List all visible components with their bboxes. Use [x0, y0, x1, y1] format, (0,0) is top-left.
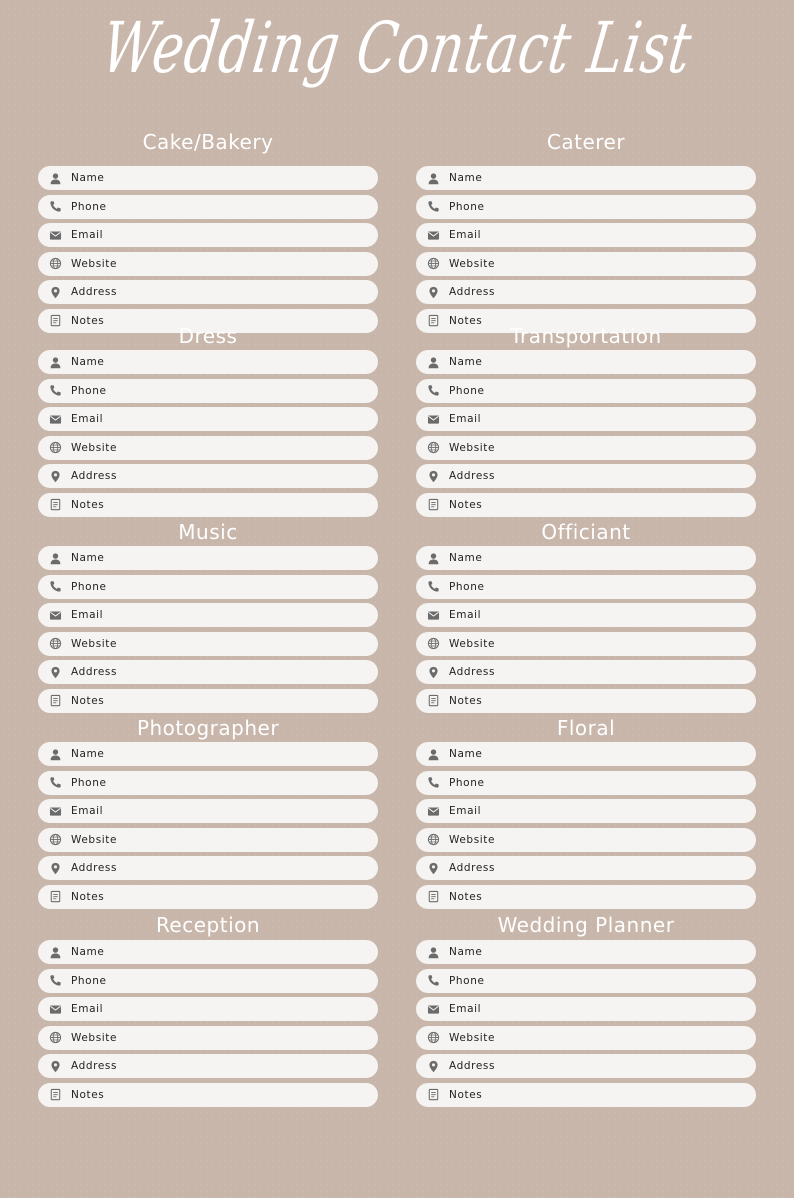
email-field[interactable] — [416, 223, 756, 247]
section-title: Reception — [155, 913, 261, 937]
contact-grid — [38, 126, 756, 1118]
field-label: Name — [449, 172, 483, 184]
name-field[interactable] — [38, 166, 378, 190]
notes-field[interactable] — [416, 493, 756, 517]
name-field[interactable] — [416, 546, 756, 570]
envelope-icon — [427, 805, 440, 818]
field-label: Phone — [449, 974, 485, 987]
person-icon — [427, 356, 440, 369]
person-icon — [49, 748, 62, 761]
phone-field[interactable] — [416, 575, 756, 599]
field-label: Name — [71, 946, 105, 958]
contact-section — [416, 126, 756, 327]
address-field[interactable] — [416, 280, 756, 304]
field-label: Name — [71, 172, 105, 184]
contact-section — [38, 322, 378, 518]
field-label: Address — [449, 286, 496, 299]
globe-icon — [427, 637, 440, 650]
field-label: Phone — [71, 974, 107, 987]
envelope-icon — [49, 413, 62, 426]
email-field[interactable] — [38, 799, 378, 823]
field-label: Notes — [71, 314, 105, 327]
notepad-icon — [427, 498, 440, 511]
person-icon — [427, 748, 440, 761]
website-field[interactable] — [416, 252, 756, 276]
person-icon — [427, 552, 440, 565]
envelope-icon — [427, 1003, 440, 1016]
globe-icon — [427, 833, 440, 846]
field-label: Address — [71, 862, 118, 875]
address-field[interactable] — [416, 1054, 756, 1078]
name-field[interactable] — [38, 546, 378, 570]
phone-icon — [427, 580, 440, 593]
field-label: Website — [449, 833, 496, 846]
globe-icon — [427, 441, 440, 454]
location-pin-icon — [427, 286, 440, 299]
section-title: Officiant — [541, 520, 631, 544]
field-label: Notes — [71, 694, 105, 707]
email-field[interactable] — [38, 603, 378, 627]
address-field[interactable] — [38, 464, 378, 488]
field-label: Address — [449, 666, 496, 679]
notepad-icon — [49, 498, 62, 511]
notes-field[interactable] — [416, 1083, 756, 1107]
contact-section — [416, 518, 756, 714]
field-label: Email — [71, 413, 104, 426]
envelope-icon — [49, 1003, 62, 1016]
notes-field[interactable] — [416, 689, 756, 713]
section-title: Floral — [556, 716, 616, 740]
email-field[interactable] — [38, 223, 378, 247]
envelope-icon — [49, 805, 62, 818]
field-label: Notes — [71, 890, 105, 903]
notes-field[interactable] — [38, 493, 378, 517]
section-title: Dress — [178, 324, 238, 348]
globe-icon — [49, 833, 62, 846]
field-label: Notes — [449, 314, 483, 327]
section-title: Wedding Planner — [497, 913, 675, 937]
address-field[interactable] — [38, 1054, 378, 1078]
contact-section — [416, 910, 756, 1118]
phone-field[interactable] — [416, 969, 756, 993]
email-field[interactable] — [38, 997, 378, 1021]
envelope-icon — [427, 413, 440, 426]
notes-field[interactable] — [38, 689, 378, 713]
contact-section — [416, 714, 756, 910]
phone-icon — [427, 776, 440, 789]
field-label: Phone — [449, 580, 485, 593]
website-field[interactable] — [38, 252, 378, 276]
section-title: Caterer — [546, 130, 626, 154]
field-label: Email — [449, 229, 482, 242]
website-field[interactable] — [38, 632, 378, 656]
notepad-icon — [49, 694, 62, 707]
field-label: Name — [71, 356, 105, 368]
email-field[interactable] — [416, 799, 756, 823]
phone-icon — [49, 580, 62, 593]
phone-field[interactable] — [38, 771, 378, 795]
location-pin-icon — [49, 666, 62, 679]
location-pin-icon — [427, 470, 440, 483]
field-label: Address — [449, 470, 496, 483]
section-title: Cake/Bakery — [142, 130, 274, 154]
website-field[interactable] — [416, 436, 756, 460]
phone-icon — [427, 974, 440, 987]
location-pin-icon — [49, 1060, 62, 1073]
person-icon — [49, 552, 62, 565]
field-label: Notes — [449, 694, 483, 707]
location-pin-icon — [427, 862, 440, 875]
section-title: Transportation — [510, 324, 662, 348]
field-label: Website — [449, 1031, 496, 1044]
phone-field[interactable] — [416, 379, 756, 403]
field-label: Website — [71, 833, 118, 846]
field-label: Email — [449, 1003, 482, 1016]
envelope-icon — [427, 229, 440, 242]
phone-field[interactable] — [416, 771, 756, 795]
contact-section — [38, 714, 378, 910]
field-label: Website — [71, 257, 118, 270]
email-field[interactable] — [416, 407, 756, 431]
field-label: Phone — [71, 384, 107, 397]
field-label: Name — [449, 552, 483, 564]
notepad-icon — [49, 1088, 62, 1101]
notepad-icon — [427, 1088, 440, 1101]
phone-field[interactable] — [38, 575, 378, 599]
website-field[interactable] — [416, 632, 756, 656]
phone-field[interactable] — [38, 379, 378, 403]
field-label: Phone — [449, 776, 485, 789]
envelope-icon — [49, 609, 62, 622]
globe-icon — [427, 1031, 440, 1044]
field-label: Phone — [449, 384, 485, 397]
website-field[interactable] — [416, 1026, 756, 1050]
phone-icon — [49, 974, 62, 987]
field-label: Email — [449, 609, 482, 622]
envelope-icon — [427, 609, 440, 622]
name-field[interactable] — [38, 940, 378, 964]
field-label: Notes — [449, 890, 483, 903]
contact-section — [38, 518, 378, 714]
address-field[interactable] — [416, 660, 756, 684]
name-field[interactable] — [416, 166, 756, 190]
address-field[interactable] — [38, 856, 378, 880]
notes-field[interactable] — [38, 1083, 378, 1107]
phone-field[interactable] — [416, 195, 756, 219]
field-label: Phone — [71, 200, 107, 213]
globe-icon — [49, 441, 62, 454]
website-field[interactable] — [38, 436, 378, 460]
field-label: Website — [449, 257, 496, 270]
contact-section — [38, 910, 378, 1118]
phone-field[interactable] — [38, 969, 378, 993]
field-label: Name — [449, 946, 483, 958]
address-field[interactable] — [416, 856, 756, 880]
notepad-icon — [49, 890, 62, 903]
name-field[interactable] — [38, 742, 378, 766]
person-icon — [49, 356, 62, 369]
field-label: Phone — [449, 200, 485, 213]
phone-icon — [49, 200, 62, 213]
person-icon — [49, 172, 62, 185]
website-field[interactable] — [38, 1026, 378, 1050]
website-field[interactable] — [416, 828, 756, 852]
phone-icon — [427, 200, 440, 213]
notes-field[interactable] — [38, 885, 378, 909]
field-label: Email — [71, 229, 104, 242]
name-field[interactable] — [416, 742, 756, 766]
field-label: Phone — [71, 776, 107, 789]
field-label: Email — [71, 609, 104, 622]
field-label: Website — [449, 441, 496, 454]
field-label: Notes — [449, 498, 483, 511]
field-label: Address — [71, 666, 118, 679]
address-field[interactable] — [38, 280, 378, 304]
field-label: Address — [71, 1060, 118, 1073]
field-label: Email — [71, 805, 104, 818]
email-field[interactable] — [416, 603, 756, 627]
field-label: Address — [71, 286, 118, 299]
field-label: Name — [449, 748, 483, 760]
person-icon — [427, 172, 440, 185]
section-title: Photographer — [136, 716, 280, 740]
field-label: Name — [71, 552, 105, 564]
contact-section — [38, 126, 378, 327]
person-icon — [427, 946, 440, 959]
person-icon — [49, 946, 62, 959]
website-field[interactable] — [38, 828, 378, 852]
field-label: Website — [71, 1031, 118, 1044]
field-label: Email — [449, 413, 482, 426]
field-label: Notes — [71, 1088, 105, 1101]
name-field[interactable] — [38, 350, 378, 374]
field-label: Name — [71, 748, 105, 760]
location-pin-icon — [49, 286, 62, 299]
address-field[interactable] — [416, 464, 756, 488]
envelope-icon — [49, 229, 62, 242]
globe-icon — [49, 1031, 62, 1044]
name-field[interactable] — [416, 350, 756, 374]
field-label: Address — [449, 862, 496, 875]
page-title: Wedding Contact List — [97, 8, 697, 90]
field-label: Notes — [449, 1088, 483, 1101]
notepad-icon — [427, 694, 440, 707]
field-label: Notes — [71, 498, 105, 511]
notepad-icon — [427, 890, 440, 903]
field-label: Name — [449, 356, 483, 368]
email-field[interactable] — [38, 407, 378, 431]
phone-icon — [49, 384, 62, 397]
location-pin-icon — [427, 1060, 440, 1073]
field-label: Address — [71, 470, 118, 483]
field-label: Email — [449, 805, 482, 818]
phone-icon — [427, 384, 440, 397]
globe-icon — [427, 257, 440, 270]
globe-icon — [49, 637, 62, 650]
field-label: Email — [71, 1003, 104, 1016]
field-label: Address — [449, 1060, 496, 1073]
phone-field[interactable] — [38, 195, 378, 219]
location-pin-icon — [427, 666, 440, 679]
field-label: Website — [71, 441, 118, 454]
phone-icon — [49, 776, 62, 789]
email-field[interactable] — [416, 997, 756, 1021]
section-title: Music — [178, 520, 238, 544]
contact-section — [416, 322, 756, 518]
field-label: Phone — [71, 580, 107, 593]
location-pin-icon — [49, 470, 62, 483]
location-pin-icon — [49, 862, 62, 875]
name-field[interactable] — [416, 940, 756, 964]
field-label: Website — [449, 637, 496, 650]
address-field[interactable] — [38, 660, 378, 684]
globe-icon — [49, 257, 62, 270]
field-label: Website — [71, 637, 118, 650]
notes-field[interactable] — [416, 885, 756, 909]
